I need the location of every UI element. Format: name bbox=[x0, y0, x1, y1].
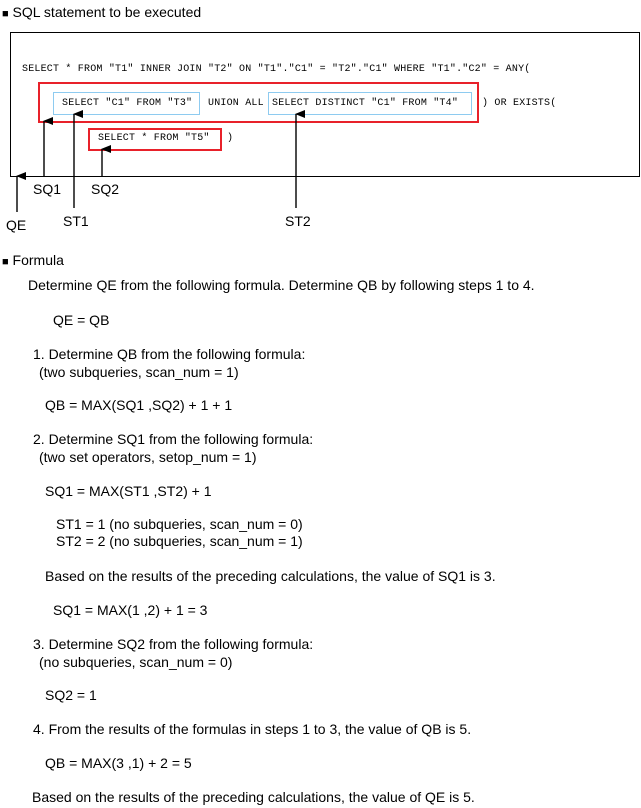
step4-title: 4. From the results of the formulas in steps 1 to 3, the value of QB is 5. bbox=[33, 721, 472, 737]
step2-st2: ST2 = 2 (no subqueries, scan_num = 1) bbox=[56, 533, 303, 549]
sq2-close-paren: ) bbox=[227, 133, 234, 144]
qe-label: QE bbox=[6, 217, 27, 233]
step1-formula: QB = MAX(SQ1 ,SQ2) + 1 + 1 bbox=[45, 397, 233, 413]
step3-condition: (no subqueries, scan_num = 0) bbox=[39, 654, 233, 670]
step3-formula: SQ2 = 1 bbox=[45, 687, 97, 703]
union-all-keyword: UNION ALL bbox=[208, 98, 264, 109]
or-exists-clause: ) OR EXISTS( bbox=[482, 98, 557, 109]
bullet-square: ■ bbox=[2, 256, 9, 268]
st1-label: ST1 bbox=[63, 213, 89, 229]
step2-result-text: Based on the results of the preceding calculations, the value of SQ1 is 3. bbox=[45, 568, 496, 584]
formula-section-heading bbox=[2, 252, 64, 268]
sql-main-query: SELECT * FROM "T1" INNER JOIN "T2" ON "T1"."C1" = "T2"."C1" WHERE "T1"."C2" = ANY( bbox=[22, 64, 531, 75]
step3-title: 3. Determine SQ2 from the following formula: bbox=[33, 636, 314, 652]
sql-heading-text: SQL statement to be executed bbox=[12, 4, 202, 20]
step2-result-formula: SQ1 = MAX(1 ,2) + 1 = 3 bbox=[53, 602, 208, 618]
annotation-arrows bbox=[0, 0, 641, 240]
formula-intro: Determine QE from the following formula. Determine QB by following steps 1 to 4. bbox=[28, 277, 535, 293]
step2-st1: ST1 = 1 (no subqueries, scan_num = 0) bbox=[56, 516, 303, 532]
step4-formula: QB = MAX(3 ,1) + 2 = 5 bbox=[45, 755, 192, 771]
step1-title: 1. Determine QB from the following formula: bbox=[33, 346, 306, 362]
formula-heading-text: Formula bbox=[12, 252, 64, 268]
st2-query: SELECT DISTINCT "C1" FROM "T4" bbox=[272, 98, 459, 109]
bullet-square: ■ bbox=[2, 8, 9, 20]
st2-label: ST2 bbox=[285, 213, 311, 229]
st1-query: SELECT "C1" FROM "T3" bbox=[62, 98, 193, 109]
sq2-query: SELECT * FROM "T5" bbox=[98, 133, 210, 144]
qe-formula: QE = QB bbox=[53, 312, 110, 328]
step2-title: 2. Determine SQ1 from the following formula: bbox=[33, 431, 314, 447]
step2-formula: SQ1 = MAX(ST1 ,ST2) + 1 bbox=[45, 483, 212, 499]
sq2-label: SQ2 bbox=[91, 181, 120, 197]
step2-condition: (two set operators, setop_num = 1) bbox=[39, 449, 257, 465]
conclusion-text: Based on the results of the preceding calculations, the value of QE is 5. bbox=[32, 789, 475, 805]
step1-condition: (two subqueries, scan_num = 1) bbox=[39, 364, 239, 380]
sq1-label: SQ1 bbox=[33, 181, 62, 197]
